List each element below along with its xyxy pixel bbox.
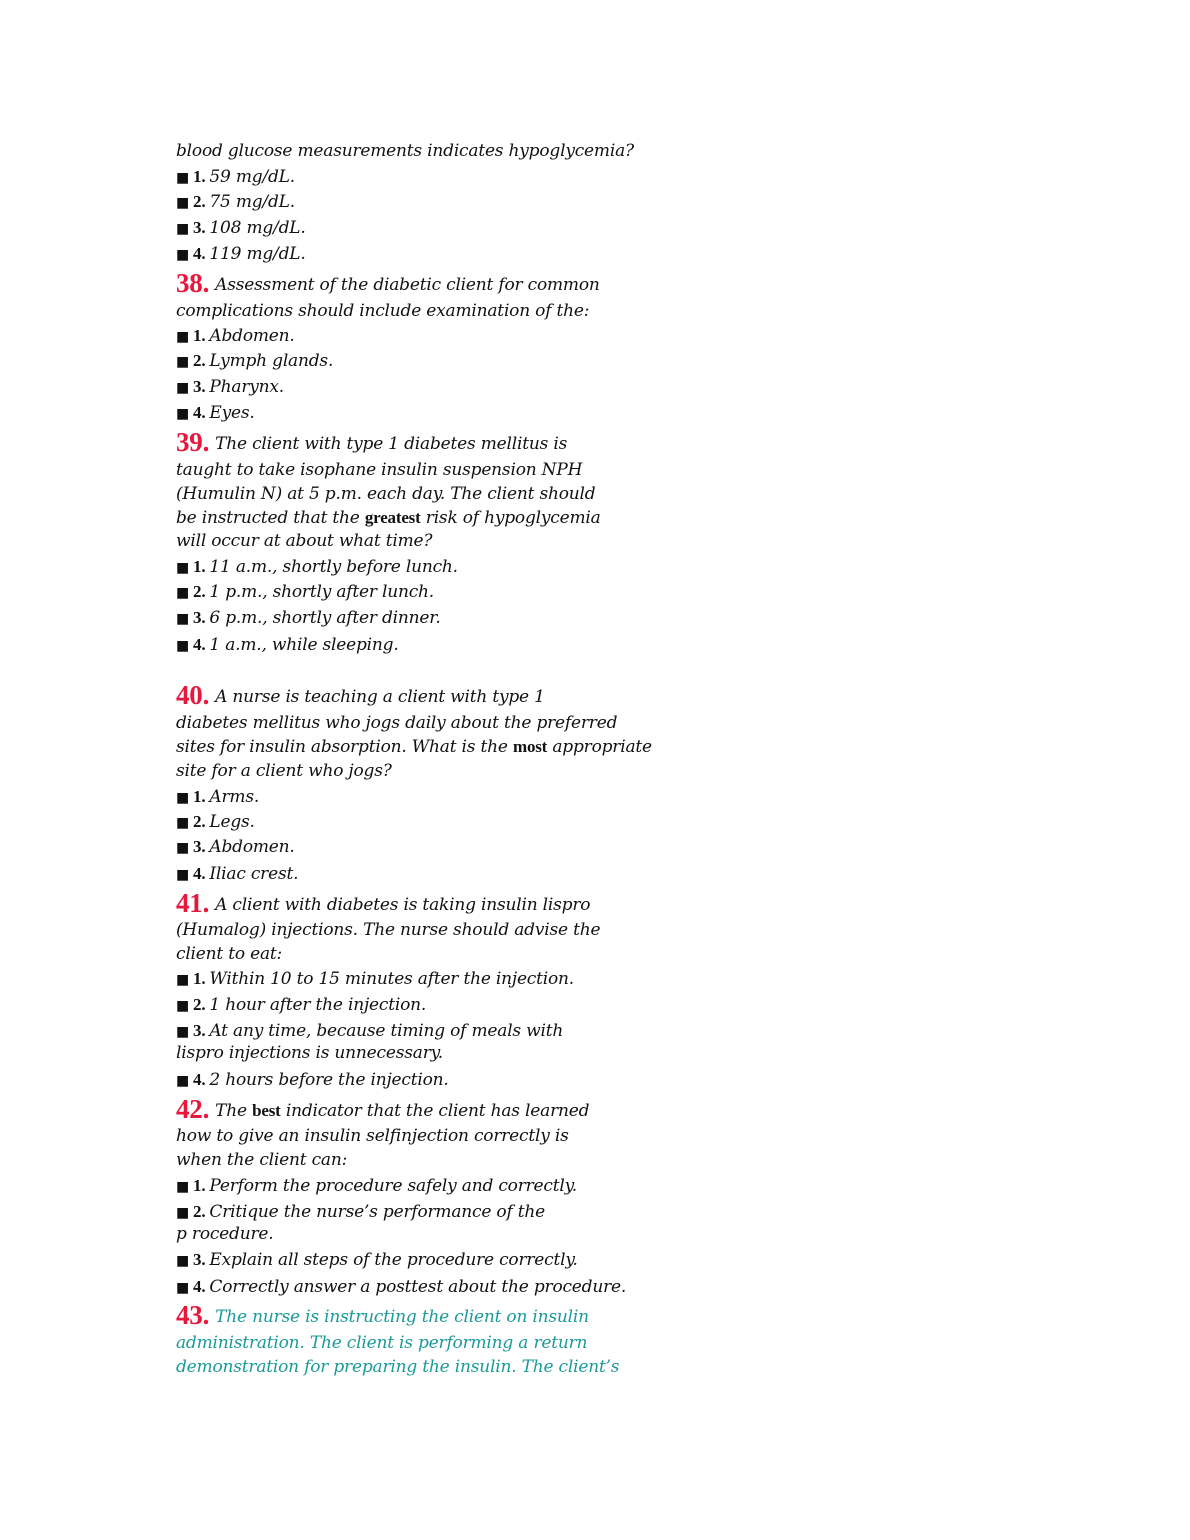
- q39-option-4[interactable]: ■ 4. 1 a.m., while sleeping.: [176, 635, 399, 655]
- q42-stem-line-1: 42. The best indicator that the client has learned: [176, 1094, 590, 1124]
- q37-option-4[interactable]: ■ 4. 119 mg/dL.: [176, 244, 306, 264]
- question-number: 42.: [176, 1094, 210, 1124]
- checkbox-square-icon: ■: [176, 1253, 190, 1269]
- q41-stem-line-2: (Humalog) injections. The nurse should advise the: [176, 920, 601, 940]
- question-number: 38.: [176, 268, 210, 298]
- question-number: 40.: [176, 680, 210, 710]
- q41-option-1[interactable]: ■ 1. Within 10 to 15 minutes after the injection.: [176, 969, 574, 989]
- q40-option-3[interactable]: ■ 3. Abdomen.: [176, 837, 295, 857]
- emphasis-bold: most: [513, 737, 548, 756]
- checkbox-square-icon: ■: [176, 972, 190, 988]
- q38-stem-line-1: 38. Assessment of the diabetic client for common: [176, 268, 600, 298]
- checkbox-square-icon: ■: [176, 611, 190, 627]
- checkbox-square-icon: ■: [176, 247, 190, 263]
- question-number: 41.: [176, 888, 210, 918]
- q39-stem-line-5: will occur at about what time?: [176, 531, 433, 551]
- checkbox-square-icon: ■: [176, 329, 190, 345]
- q40-option-4[interactable]: ■ 4. Iliac crest.: [176, 864, 299, 884]
- q38-option-4[interactable]: ■ 4. Eyes.: [176, 403, 255, 423]
- checkbox-square-icon: ■: [176, 195, 190, 211]
- q37-option-1[interactable]: ■ 1. 59 mg/dL.: [176, 167, 295, 187]
- q37-option-2[interactable]: ■ 2. 75 mg/dL.: [176, 192, 295, 212]
- q42-option-4[interactable]: ■ 4. Correctly answer a posttest about the procedure.: [176, 1277, 627, 1297]
- checkbox-square-icon: ■: [176, 815, 190, 831]
- q42-option-1[interactable]: ■ 1. Perform the procedure safely and correctly.: [176, 1176, 577, 1196]
- q40-option-2[interactable]: ■ 2. Legs.: [176, 812, 255, 832]
- checkbox-square-icon: ■: [176, 560, 190, 576]
- q42-option-3[interactable]: ■ 3. Explain all steps of the procedure correctly.: [176, 1250, 578, 1270]
- q40-stem-line-4: site for a client who jogs?: [176, 761, 392, 781]
- q39-stem-line-4: be instructed that the greatest risk of hypoglycemia: [176, 508, 601, 528]
- checkbox-square-icon: ■: [176, 1024, 190, 1040]
- emphasis-bold: best: [252, 1101, 281, 1120]
- checkbox-square-icon: ■: [176, 585, 190, 601]
- q42-stem-line-3: when the client can:: [176, 1150, 348, 1170]
- checkbox-square-icon: ■: [176, 170, 190, 186]
- question-number: 43.: [176, 1300, 210, 1330]
- q40-stem-line-1: 40. A nurse is teaching a client with type 1: [176, 680, 545, 710]
- checkbox-square-icon: ■: [176, 867, 190, 883]
- q41-option-2[interactable]: ■ 2. 1 hour after the injection.: [176, 995, 427, 1015]
- checkbox-square-icon: ■: [176, 840, 190, 856]
- q42-option-2-continued: p rocedure.: [176, 1224, 274, 1244]
- q41-option-3-continued: lispro injections is unnecessary.: [176, 1043, 443, 1063]
- q39-option-3[interactable]: ■ 3. 6 p.m., shortly after dinner.: [176, 608, 441, 628]
- checkbox-square-icon: ■: [176, 638, 190, 654]
- q43-stem-line-3: demonstration for preparing the insulin. The client’s: [176, 1357, 620, 1377]
- checkbox-square-icon: ■: [176, 998, 190, 1014]
- q41-option-4[interactable]: ■ 4. 2 hours before the injection.: [176, 1070, 449, 1090]
- checkbox-square-icon: ■: [176, 354, 190, 370]
- q43-stem-line-1: 43. The nurse is instructing the client on insulin: [176, 1300, 589, 1330]
- q38-option-3[interactable]: ■ 3. Pharynx.: [176, 377, 284, 397]
- q38-option-1[interactable]: ■ 1. Abdomen.: [176, 326, 295, 346]
- q39-option-2[interactable]: ■ 2. 1 p.m., shortly after lunch.: [176, 582, 434, 602]
- q39-stem-line-3: (Humulin N) at 5 p.m. each day. The client should: [176, 484, 596, 504]
- q43-stem-line-2: administration. The client is performing a return: [176, 1333, 588, 1353]
- q38-stem-line-2: complications should include examination of the:: [176, 301, 590, 321]
- q37-option-3[interactable]: ■ 3. 108 mg/dL.: [176, 218, 306, 238]
- q41-stem-line-3: client to eat:: [176, 944, 283, 964]
- q37-stem-tail: blood glucose measurements indicates hypoglycemia?: [176, 141, 634, 161]
- q41-stem-line-1: 41. A client with diabetes is taking insulin lispro: [176, 888, 591, 918]
- q41-option-3[interactable]: ■ 3. At any time, because timing of meals with: [176, 1021, 564, 1041]
- checkbox-square-icon: ■: [176, 406, 190, 422]
- checkbox-square-icon: ■: [176, 790, 190, 806]
- checkbox-square-icon: ■: [176, 1280, 190, 1296]
- checkbox-square-icon: ■: [176, 1073, 190, 1089]
- checkbox-square-icon: ■: [176, 221, 190, 237]
- checkbox-square-icon: ■: [176, 1179, 190, 1195]
- q40-stem-line-2: diabetes mellitus who jogs daily about the preferred: [176, 713, 618, 733]
- checkbox-square-icon: ■: [176, 380, 190, 396]
- q40-stem-line-3: sites for insulin absorption. What is the most appropriate: [176, 737, 652, 757]
- q42-stem-line-2: how to give an insulin selfinjection correctly is: [176, 1126, 569, 1146]
- emphasis-bold: greatest: [364, 508, 421, 527]
- q39-stem-line-2: taught to take isophane insulin suspension NPH: [176, 460, 583, 480]
- q38-option-2[interactable]: ■ 2. Lymph glands.: [176, 351, 334, 371]
- question-number: 39.: [176, 427, 210, 457]
- q39-option-1[interactable]: ■ 1. 11 a.m., shortly before lunch.: [176, 557, 458, 577]
- checkbox-square-icon: ■: [176, 1205, 190, 1221]
- q40-option-1[interactable]: ■ 1. Arms.: [176, 787, 260, 807]
- q39-stem-line-1: 39. The client with type 1 diabetes mellitus is: [176, 427, 568, 457]
- q42-option-2[interactable]: ■ 2. Critique the nurse’s performance of the: [176, 1202, 545, 1222]
